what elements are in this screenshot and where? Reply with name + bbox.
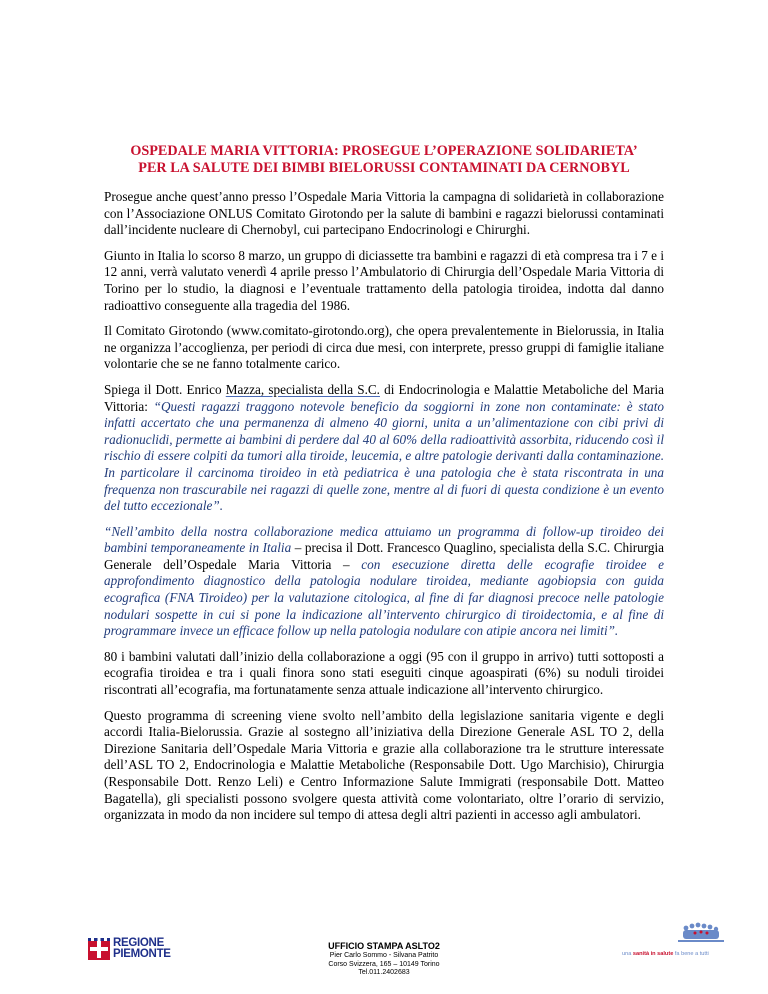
- paragraph-6: 80 i bambini valutati dall’inizio della collaborazione a oggi (95 con il gruppo in arrivo) tutti sottoposti a ecografia tiroidea e tra i quali finora sono stati eseguiti cinque agoaspirati (6%) su noduli tiroidei riscontrati all’ecografia, ma fortunatamente senza attuale indicazione all’intervento chirurgico.: [104, 648, 664, 698]
- paragraph-4: [104, 382, 664, 515]
- paragraph-4-intro: Spiega il Dott. Enrico: [104, 381, 226, 397]
- piemonte-label: PIEMONTE: [113, 948, 171, 960]
- regione-label: REGIONE: [113, 937, 164, 949]
- sanita-salute-logo-icon: [622, 918, 752, 950]
- press-office-address: Corso Svizzera, 165 – 10149 Torino: [328, 960, 440, 968]
- paragraph-3: Il Comitato Girotondo (www.comitato-girotondo.org), che opera prevalentemente in Bielorussia, in Italia ne organizza l’accoglienza, per periodi di circa due mesi, con interprete, presso gruppi di famiglie italiane volontarie che se ne fanno totalmente carico.: [104, 323, 664, 372]
- press-office-block: [284, 941, 484, 978]
- paragraph-4-quote: “Questi ragazzi traggono notevole beneficio da soggiorni in zone non contaminate: è stato infatti accertato che una permanenza di almeno 40 giorni, unita a un’alimentazione con cibi privi di radionuclidi, permette ai bambini di perdere dal 40 al 60% della radioattività assorbita, riducendo così il rischio di essere colpiti da tumori alla tiroide, leucemia, e altre patologie derivanti dalla contaminazione. In particolare il carcinoma tiroideo in età pediatrica è una patologia che è stata riscontrata in una frequenza non trascurabile nei ragazzi di quelle zone, mentre al di fuori di questa condizione è un evento del tutto eccezionale”.: [104, 398, 664, 514]
- regione-piemonte-logo: [88, 937, 171, 961]
- regione-piemonte-emblem-icon: [88, 938, 110, 960]
- title-line-2: PER LA SALUTE DEI BIMBI BIELORUSSI CONTAMINATI DA CERNOBYL: [138, 160, 630, 176]
- paragraph-5: [104, 524, 664, 640]
- paragraph-7: Questo programma di screening viene svolto nell’ambito della legislazione sanitaria vigente e degli accordi Italia-Bielorussia. Grazie al sostegno all’iniziativa della Direzione Generale ASL TO 2, della Direzione Sanitaria dell’Ospedale Maria Vittoria e grazie alla collaborazione tra le strutture interessate dell’ASL TO 2, Endocrinologia e Malattie Metaboliche (Responsabile Dott. Ugo Marchisio), Chirurgia (Responsabile Dott. Renzo Leli) e Centro Informazione Salute Immigrati (responsabile Dott. Matteo Bagatella), gli specialisti possono svolgere questa attività come volontariato, oltre l’orario di servizio, organizzata in modo da non incidere sul tempo di attesa degli altri pazienti in accesso agli ambulatori.: [104, 707, 664, 823]
- press-office-title: UFFICIO STAMPA ASLTO2: [328, 941, 440, 951]
- title-line-1: OSPEDALE MARIA VITTORIA: PROSEGUE L’OPERAZIONE SOLIDARIETA’: [130, 143, 638, 159]
- page-title: [0, 143, 768, 177]
- paragraph-2: Giunto in Italia lo scorso 8 marzo, un gruppo di diciassette tra bambini e ragazzi di età compresa tra i 7 e i 12 anni, verrà valutato venerdì 4 aprile presso l’Ambulatorio di Chirurgia dell’Ospedale Maria Vittoria di Torino per lo studio, la diagnosi e l’eventuale trattamento della patologia tiroidea, indotta dal danno radioattivo conseguente alla tragedia del 1986.: [104, 247, 664, 313]
- paragraph-5-quote-start: “Nell’ambito della nostra collaborazione medica attuiamo un programma di follow-up tiroideo dei bambini temporaneamente in Italia: [104, 523, 664, 556]
- article-body: [104, 189, 664, 833]
- press-office-names: Pier Carlo Sommo - Silvana Patrito: [329, 952, 439, 959]
- paragraph-5-mid: – precisa il Dott. Francesco Quaglino, specialista della S.C. Chirurgia Generale dell’Ospedale Maria Vittoria –: [104, 540, 665, 572]
- paragraph-4-underlined: Mazza, specialista della S.C.: [225, 381, 380, 397]
- press-office-phone: Tel.011.2402683: [358, 969, 410, 976]
- paragraph-4-mid: di Endocrinologia e Malattie Metaboliche del Maria Vittoria:: [104, 381, 664, 414]
- paragraph-1: Prosegue anche quest’anno presso l’Ospedale Maria Vittoria la campagna di solidarietà in collaborazione con l’Associazione ONLUS Comitato Girotondo per la salute di bambini e ragazzi bielorussi contaminati dall’incidente nucleare di Chernobyl, cui partecipano Endocrinologi e Chirurghi.: [104, 189, 664, 238]
- sanita-tag-pre: una: [622, 951, 633, 957]
- sanita-tag-post: fa bene a tutti: [673, 951, 709, 957]
- sanita-tagline: [622, 951, 752, 957]
- sanita-tag-bold: sanità in salute: [632, 951, 674, 957]
- paragraph-5-quote-end: con esecuzione diretta delle ecografie tiroidee e approfondimento diagnostico della patologia nodulare tiroidea, mediante agobiopsia con guida ecografica (FNA Tiroideo) per la valutazione citologica, al fine di far diagnosi precoce nelle patologie nodulari sospette in cui si pone la indicazione all’intervento chirurgico di tiroidectomia, e al fine di programmare invece un efficace follow up nella patologia nodulare con atipie ancora nei limiti”.: [104, 556, 664, 639]
- sanita-in-salute-logo: [622, 918, 752, 968]
